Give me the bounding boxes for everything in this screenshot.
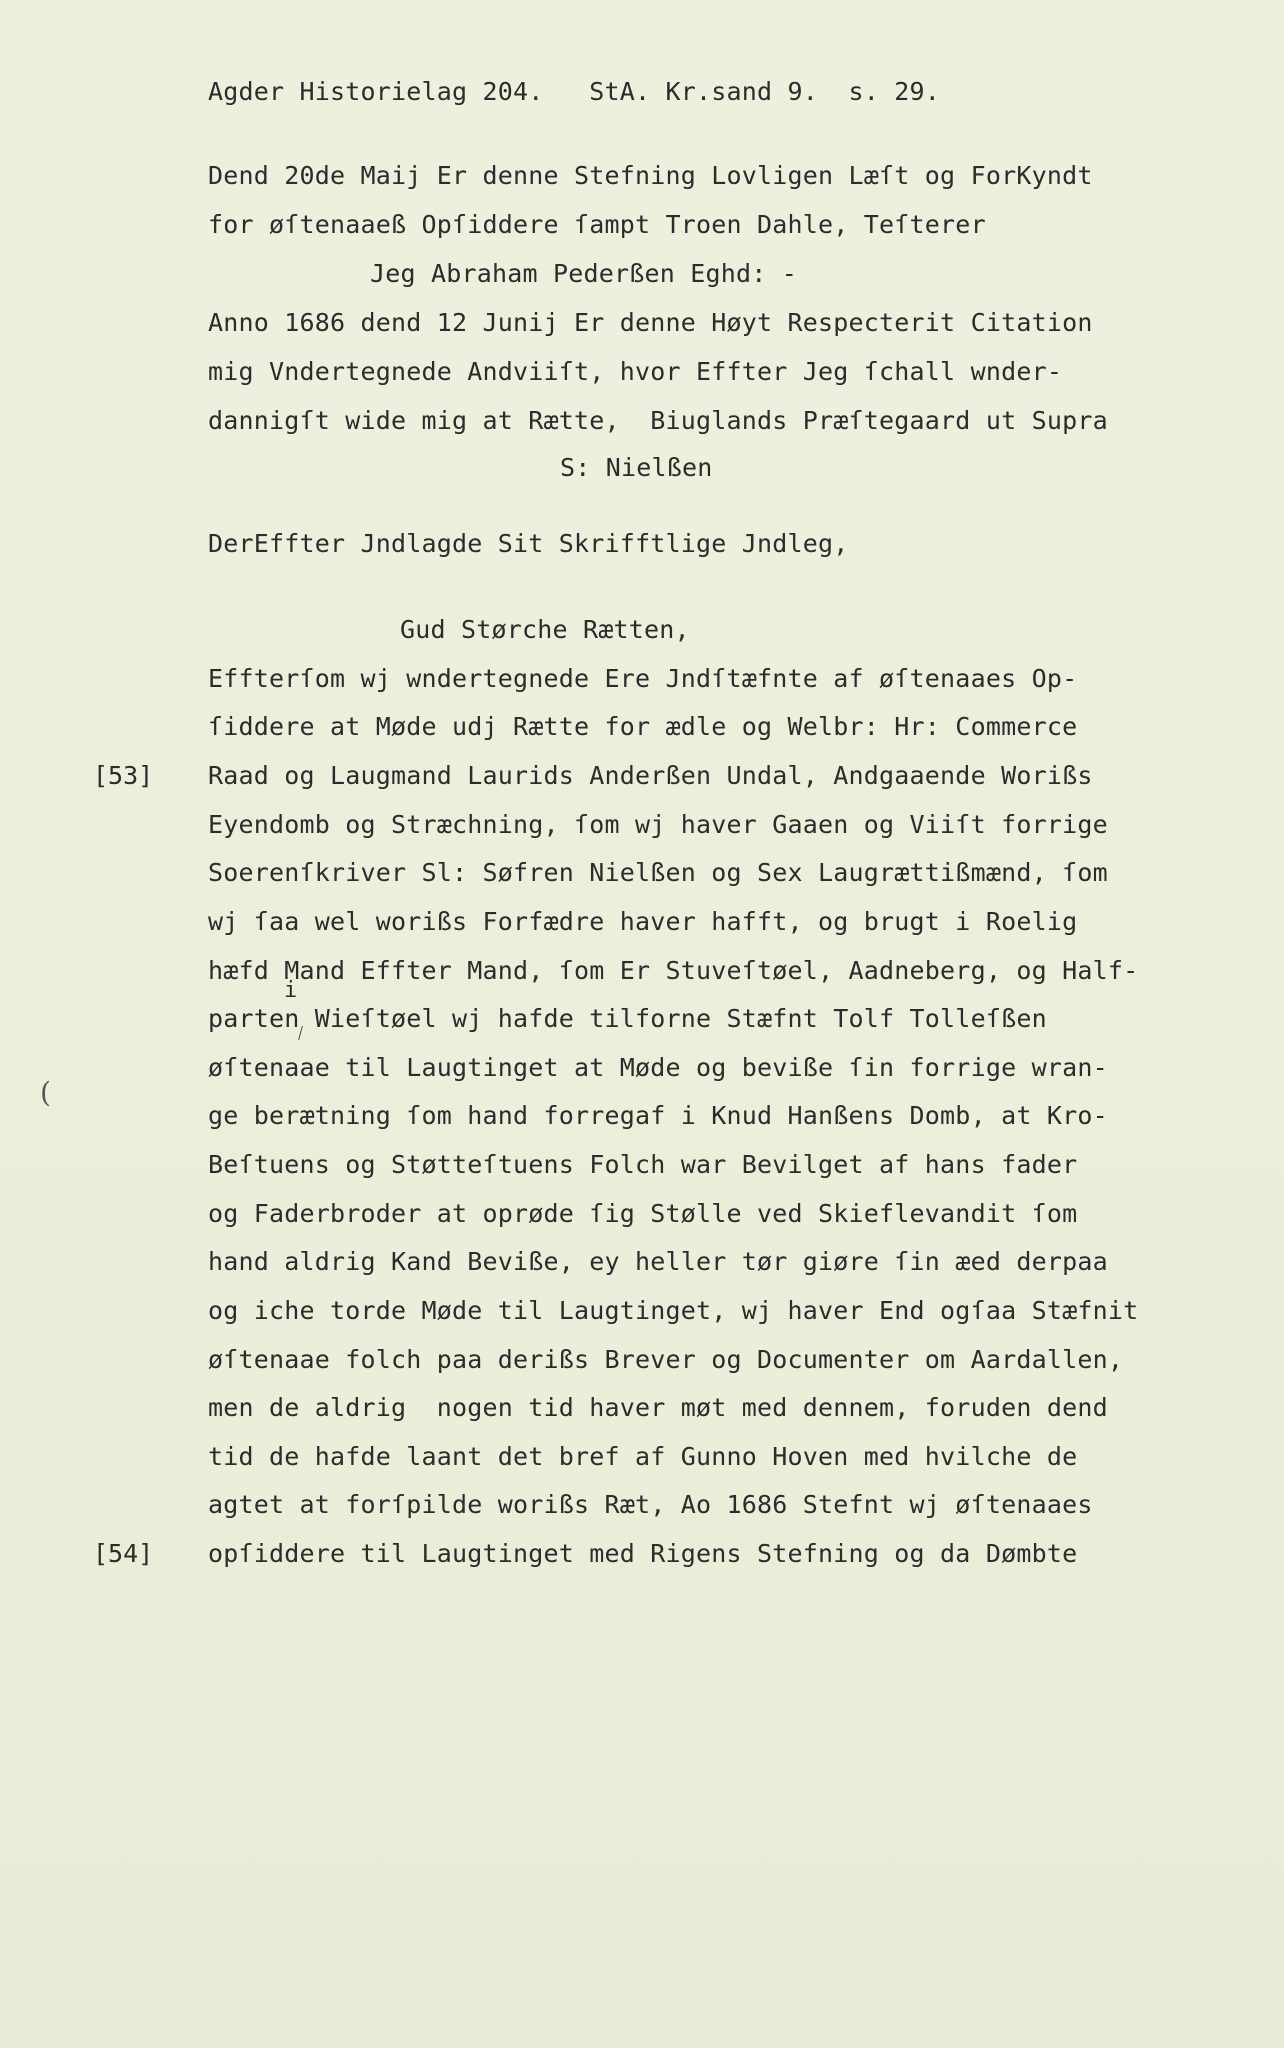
text-line-25: men de aldrig nogen tid haver møt med dennem, foruden dend bbox=[208, 1393, 1108, 1422]
document-header: Agder Historielag 204. StA. Kr.sand 9. s. 29. bbox=[208, 77, 941, 106]
text-line-28: opſiddere til Laugtinget med Rigens Stefning og da Dømbte bbox=[208, 1539, 1078, 1568]
text-line-23: og iche torde Møde til Laugtinget, wj haver End ogſaa Stæfnit bbox=[208, 1296, 1139, 1325]
text-line-15: wj ſaa wel worißs Forfædre haver hafft, og brugt i Roelig bbox=[208, 907, 1078, 936]
text-line-10: Effterſom wj wndertegnede Ere Jndſtæfnte af øſtenaaes Op- bbox=[208, 664, 1078, 693]
text-line-19: ge berætning ſom hand forregaf i Knud Hanßens Domb, at Kro- bbox=[208, 1101, 1108, 1130]
text-line-5: mig Vndertegnede Andviiſt, hvor Effter Jeg ſchall wnder- bbox=[208, 357, 1063, 386]
text-line-24: øſtenaae folch paa derißs Brever og Documenter om Aardallen, bbox=[208, 1345, 1124, 1374]
text-line-16: hæfd Mand Effter Mand, ſom Er Stuveſtøel, Aadneberg, og Half- bbox=[208, 956, 1139, 985]
text-line-12: Raad og Laugmand Laurids Anderßen Undal, Andgaaende Worißs bbox=[208, 761, 1093, 790]
page-marker-53: [53] bbox=[93, 761, 154, 790]
text-line-22: hand aldrig Kand Beviße, ey heller tør giøre ſin æed derpaa bbox=[208, 1247, 1108, 1276]
text-line-3: Jeg Abraham Pederßen Eghd: - bbox=[370, 259, 798, 288]
text-line-2: for øſtenaaeß Opſiddere ſampt Troen Dahle, Teſterer bbox=[208, 210, 986, 239]
page-marker-54: [54] bbox=[93, 1539, 154, 1568]
text-line-21: og Faderbroder at oprøde ſig Stølle ved Skieflevandit ſom bbox=[208, 1199, 1078, 1228]
text-line-27: agtet at forſpilde worißs Ræt, Ao 1686 Stefnt wj øſtenaaes bbox=[208, 1490, 1093, 1519]
text-line-17: parten Wieſtøel wj hafde tilforne Stæfnt Tolf Tolleſßen bbox=[208, 1004, 1047, 1033]
text-line-14: Soerenſkriver Sl: Søfren Nielßen og Sex Laugrættißmænd, ſom bbox=[208, 858, 1108, 887]
text-line-20: Beſtuens og Støtteſtuens Folch war Bevilget af hans fader bbox=[208, 1150, 1078, 1179]
text-line-11: ſiddere at Møde udj Rætte for ædle og Welbr: Hr: Commerce bbox=[208, 712, 1078, 741]
text-line-18: øſtenaae til Laugtinget at Møde og beviße ſin forrige wran- bbox=[208, 1053, 1108, 1082]
text-line-4: Anno 1686 dend 12 Junij Er denne Høyt Respecterit Citation bbox=[208, 308, 1093, 337]
text-line-1: Dend 20de Maij Er denne Stefning Lovligen Læſt og ForKyndt bbox=[208, 161, 1093, 190]
inserted-letter: i bbox=[284, 978, 298, 1003]
text-line-26: tid de hafde laant det bref af Gunno Hoven med hvilche de bbox=[208, 1442, 1078, 1471]
text-line-13: Eyendomb og Stræchning, ſom wj haver Gaaen og Viiſt forrige bbox=[208, 810, 1108, 839]
margin-bracket-mark: ( bbox=[40, 1076, 51, 1109]
text-line-6: dannigſt wide mig at Rætte, Biuglands Præſtegaard ut Supra bbox=[208, 406, 1108, 435]
salutation: Gud Størche Rætten, bbox=[400, 615, 690, 644]
text-line-8: DerEffter Jndlagde Sit Skrifftlige Jndleg, bbox=[208, 529, 849, 558]
signature-line: S: Nielßen bbox=[560, 453, 713, 482]
